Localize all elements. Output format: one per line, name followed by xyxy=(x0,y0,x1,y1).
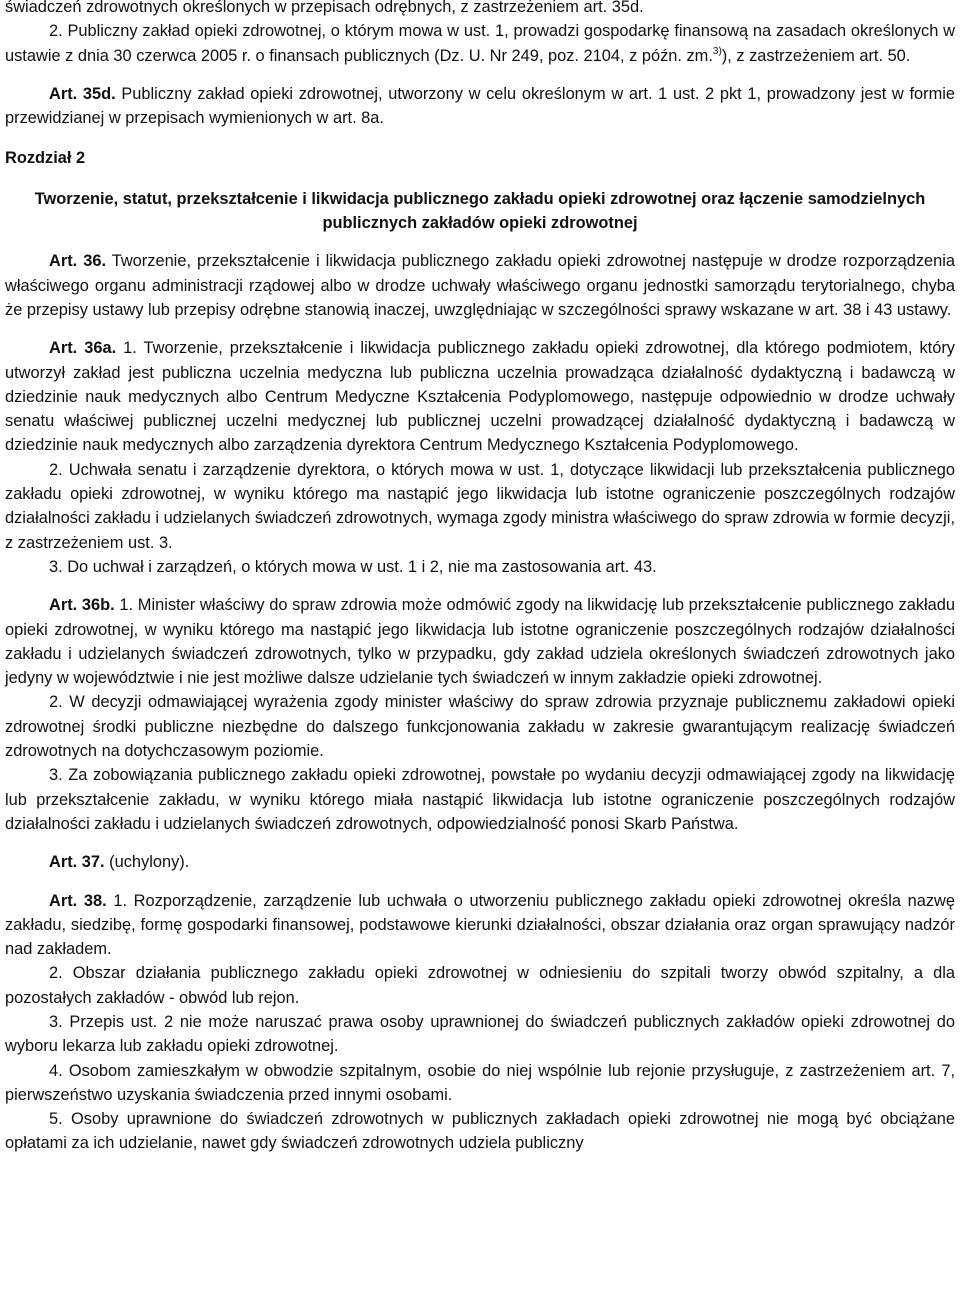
article-36b-2: 2. W decyzji odmawiającej wyrażenia zgody minister właściwy do spraw zdrowia przyznaje publicznemu zakładowi opieki zdrowotnej środki publiczne niezbędne do dalszego funkcjonowania zakładu w zakresie gwarantującym realizację świadczeń zdrowotnych na dotychczasowym poziomie. xyxy=(5,693,955,761)
article-text: (uchylony). xyxy=(104,853,190,872)
article-38-1 xyxy=(5,889,955,962)
article-37 xyxy=(5,850,955,874)
article-35d xyxy=(5,82,955,131)
article-text: 1. Rozporządzenie, zarządzenie lub uchwała o utworzeniu publicznego zakładu opieki zdrowotnej określa nazwę zakładu, siedzibę, formę gospodarki finansowej, podstawowe kierunki działalności, obszar działania oraz organ sprawujący nadzór nad zakładem. xyxy=(5,891,955,959)
article-text: 1. Tworzenie, przekształcenie i likwidacja publicznego zakładu opieki zdrowotnej, dla którego podmiotem, który utworzył zakład jest publiczna uczelnia medyczna lub publiczna uczelnia prowadząca działalność dydaktyczną i badawczą w dziedzinie nauk medycznych albo Centrum Medyczne Kształcenia Podyplomowego, następuje odpowiednio w drodze uchwały senatu właściwej publicznej uczelni medycznej lub publicznej uczelni prowadzącej działalność dydaktyczną i badawczą w dziedzinie nauk medycznych albo zarządzenia dyrektora Centrum Medycznego Kształcenia Podyplomowego. xyxy=(5,339,955,455)
article-heading: Art. 38. xyxy=(49,891,107,910)
article-heading: Art. 36. xyxy=(49,252,107,271)
article-heading: Art. 37. xyxy=(49,853,105,872)
article-text: Tworzenie, przekształcenie i likwidacja publicznego zakładu opieki zdrowotnej następuje w drodze rozporządzenia właściwego organu administracji rządowej albo w drodze uchwały właściwego organu jednostki samorządu terytorialnego, chyba że przepisy ustawy lub przepisy odrębne stanowią inaczej, uwzględniając w szczególności sprawy wskazane w art. 38 i 43 ustawy. xyxy=(5,252,955,319)
article-36b-1 xyxy=(5,593,955,690)
article-heading: Art. 36b. xyxy=(49,596,115,615)
article-38-2: 2. Obszar działania publicznego zakładu opieki zdrowotnej w odniesieniu do szpitali tworzy obwód szpitalny, a dla pozostałych zakładów - obwód lub rejon. xyxy=(5,964,955,1007)
paragraph-35c-2 xyxy=(5,19,955,68)
footnote-ref: 3) xyxy=(712,45,722,57)
article-text: 1. Minister właściwy do spraw zdrowia może odmówić zgody na likwidację lub przekształcenie publicznego zakładu opieki zdrowotnej, w wyniku którego ma nastąpić jego likwidacja lub istotne ograniczenie poszczególnych rodzajów działalności zakładu i udzielanych świadczeń zdrowotnych, tylko w przypadku, gdy zakład udziela określonych świadczeń zdrowotnych jako jedyny w województwie i nie jest możliwe dalsze udzielanie tych świadczeń w innym zakładzie opieki zdrowotnej. xyxy=(5,596,955,688)
article-38-3: 3. Przepis ust. 2 nie może naruszać prawa osoby uprawnionej do świadczeń publicznych zakładów opieki zdrowotnej do wyboru lekarza lub zakładu opieki zdrowotnej. xyxy=(5,1012,955,1056)
article-text: Publiczny zakład opieki zdrowotnej, utworzony w celu określonym w art. 1 ust. 2 pkt 1, prowadzony jest w formie przewidzianej w przepisach wymienionych w art. 8a. xyxy=(5,84,955,128)
article-36b-3: 3. Za zobowiązania publicznego zakładu opieki zdrowotnej, powstałe po wydaniu decyzji odmawiającej zgody na likwidację lub przekształcenie zakładu, w wyniku którego miała nastąpić likwidacja lub istotne ograniczenie poszczególnych rodzajów działalności zakładu i udzielanych świadczeń zdrowotnych, odpowiedzialność ponosi Skarb Państwa. xyxy=(5,766,955,833)
article-heading: Art. 36a. xyxy=(49,339,117,358)
article-36a-2: 2. Uchwała senatu i zarządzenie dyrektora, o których mowa w ust. 1, dotyczące likwidacji lub przekształcenia publicznego zakładu opieki zdrowotnej, w wyniku którego ma nastąpić jego likwidacja lub istotne ograniczenie poszczególnych rodzajów działalności zakładu i udzielanych świadczeń zdrowotnych, wymaga zgody ministra właściwego do spraw zdrowia w formie decyzji, z zastrzeżeniem ust. 3. xyxy=(5,460,955,552)
continuation-line: świadczeń zdrowotnych określonych w przepisach odrębnych, z zastrzeżeniem art. 35d. xyxy=(5,0,644,16)
article-38-5: 5. Osoby uprawnione do świadczeń zdrowotnych w publicznych zakładach opieki zdrowotnej nie mogą być obciążane opłatami za ich udzielanie, nawet gdy świadczeń zdrowotnych udziela publiczny xyxy=(5,1110,955,1153)
article-36 xyxy=(5,249,955,322)
chapter-title: Tworzenie, statut, przekształcenie i likwidacja publicznego zakładu opieki zdrowotnej oraz łączenie samodzielnych publicznych zakładów opieki zdrowotnej xyxy=(34,189,926,233)
article-heading: Art. 35d. xyxy=(49,84,116,103)
paragraph-text-end: ), z zastrzeżeniem art. 50. xyxy=(721,46,911,65)
article-38-4: 4. Osobom zamieszkałym w obwodzie szpitalnym, osobie do niej wspólnie lub rejonie przysługuje, z zastrzeżeniem art. 7, pierwszeństwo uzyskania świadczenia przed innymi osobami. xyxy=(5,1061,955,1104)
paragraph-text: 2. Publiczny zakład opieki zdrowotnej, o którym mowa w ust. 1, prowadzi gospodarkę finansową na zasadach określonych w ustawie z dnia 30 czerwca 2005 r. o finansach publicznych (Dz. U. Nr 249, poz. 2104, z późn. zm. xyxy=(5,22,955,65)
article-36a-1 xyxy=(5,336,955,457)
chapter-number: Rozdział 2 xyxy=(5,149,86,168)
article-36a-3: 3. Do uchwał i zarządzeń, o których mowa w ust. 1 i 2, nie ma zastosowania art. 43. xyxy=(49,557,657,576)
